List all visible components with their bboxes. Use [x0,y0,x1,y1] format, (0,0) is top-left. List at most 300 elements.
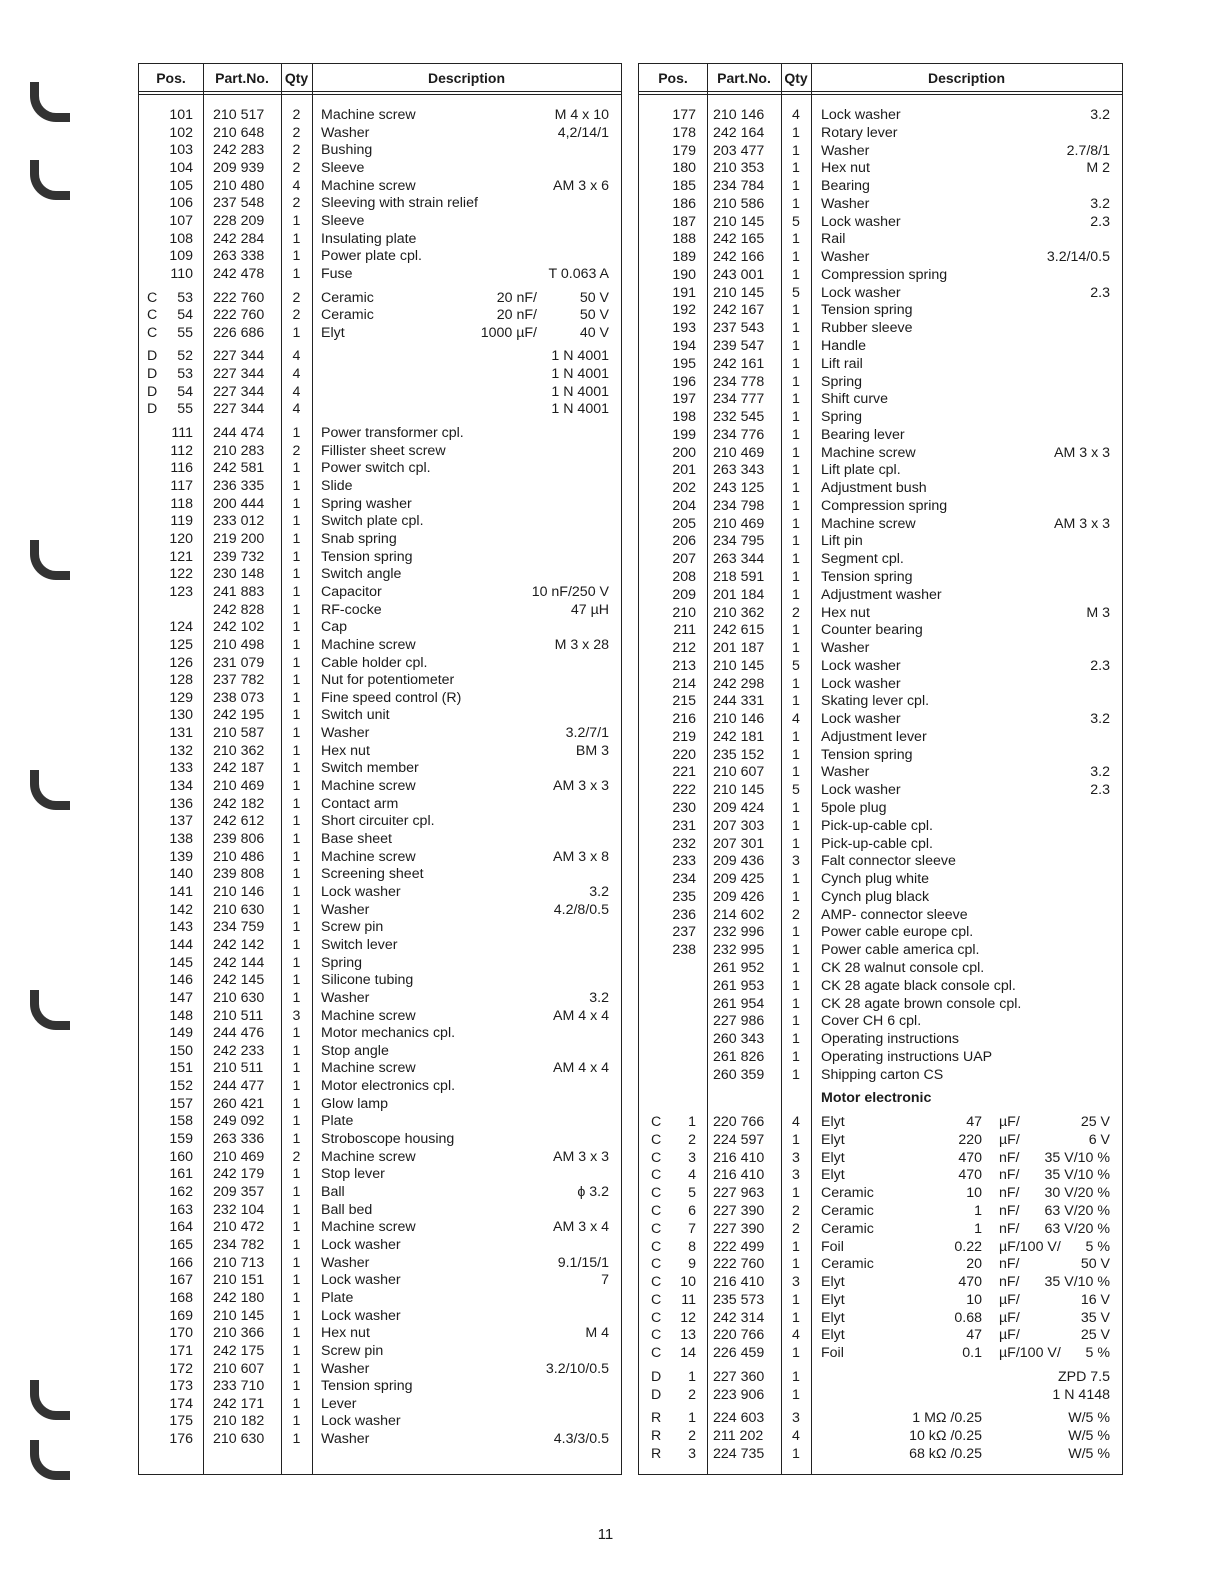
qty-cell: 3 [792,1149,800,1166]
part-no-cell: 244 477 [213,1078,265,1095]
description-cell: Machine screw [321,636,416,653]
table-row [639,1030,1122,1048]
pos-cell: 125 [169,636,193,653]
description-cell: Compression spring [821,497,948,514]
table-row [139,1236,621,1254]
spec-cell: T 0.063 A [548,265,609,282]
part-no-cell: 209 424 [713,800,765,817]
pos-prefix: C [651,1149,662,1166]
part-no-cell: 211 202 [713,1428,764,1445]
spec-cell: 4,2/14/1 [557,124,609,141]
part-no-cell: 209 426 [713,888,765,905]
qty-cell: 1 [792,959,800,976]
part-no-cell: 207 301 [713,835,765,852]
qty-cell: 1 [292,583,301,600]
pos-cell: 53 [177,289,193,306]
table-row [139,918,621,936]
table-row [639,230,1122,248]
description-cell: Lock washer [821,107,901,123]
table-row [139,1218,621,1236]
pos-cell: 212 [672,640,696,657]
qty-cell: 1 [292,654,301,671]
description-cell: Shift curve [821,391,889,408]
qty-cell: 1 [792,1048,800,1065]
part-no-cell: 210 182 [213,1413,265,1430]
description-cell: Cable holder cpl. [321,654,428,671]
part-no-cell: 263 344 [713,551,765,568]
spec-cell: 50 V [1080,1256,1110,1273]
table-row [139,989,621,1007]
spec-cell: 3.2/7/1 [565,725,609,742]
qty-cell: 1 [792,977,800,994]
pos-cell: 169 [169,1307,193,1324]
qty-cell: 1 [792,569,800,586]
pos-cell: 176 [169,1431,193,1448]
qty-cell: 1 [292,848,301,865]
pos-cell: 137 [169,813,193,830]
part-no-cell: 209 357 [213,1184,265,1200]
part-no-cell: 210 511 [213,1060,264,1077]
pos-cell: 134 [169,778,193,795]
pos-prefix: D [147,348,158,365]
pos-cell: 158 [169,1113,193,1130]
part-no-cell: 260 421 [213,1095,265,1112]
description-cell: Elyt [821,1291,845,1308]
part-no-cell: 234 782 [213,1236,265,1253]
description-cell: Washer [321,1360,370,1377]
binder-ring-icon [30,1440,70,1480]
qty-cell: 4 [792,711,800,728]
qty-cell: 1 [792,160,800,177]
spec-cell: 1 N 4001 [551,383,609,400]
pos-cell: 117 [170,478,193,494]
spec-cell: 2.3 [1090,213,1110,230]
unit-cell: µF/ [999,1291,1020,1308]
qty-cell: 1 [792,320,800,337]
qty-cell: 5 [792,782,800,799]
pos-cell: 1 [688,1114,696,1131]
qty-cell: 1 [792,480,800,497]
spec-cell: 2.7/8/1 [1066,142,1110,159]
qty-cell: 2 [292,159,301,176]
description-cell: Plate [321,1289,354,1306]
table-row [639,426,1122,444]
description-cell: Machine screw [321,1060,416,1077]
spec-cell: 47 µH [570,601,609,618]
pos-cell: 237 [672,924,696,941]
value-cell: 68 kΩ /0.25 [909,1445,982,1462]
qty-cell: 1 [792,640,800,657]
table-row [139,124,621,142]
pos-cell: 202 [672,480,696,497]
table-row [139,1324,621,1342]
part-no-cell: 209 939 [213,159,265,176]
table-row [639,408,1122,426]
pos-prefix: C [651,1202,662,1219]
description-cell: Lock washer [321,883,401,900]
description-cell: Screw pin [321,1342,384,1359]
table-row [639,319,1122,337]
part-no-cell: 234 795 [713,533,765,550]
table-row [139,400,621,418]
description-cell: Short circuiter cpl. [321,813,435,830]
table-row [639,195,1122,213]
pos-cell: 104 [169,159,193,176]
part-no-cell: 210 353 [713,160,765,177]
unit-cell: µF/ [999,1309,1020,1326]
pos-prefix: C [651,1185,662,1202]
qty-cell: 1 [292,566,301,583]
table-row [139,459,621,477]
part-no-cell: 227 963 [713,1185,765,1202]
qty-cell: 1 [792,1445,800,1462]
pos-cell: 128 [169,672,193,689]
table-row [639,1238,1122,1256]
pos-cell: 2 [688,1131,696,1148]
pos-cell: 230 [672,800,696,817]
pos-cell: 222 [672,782,696,799]
spec-cell: 25 V [1080,1327,1110,1344]
pos-cell: 174 [169,1395,193,1412]
part-no-cell: 242 581 [213,460,265,477]
description-cell: Machine screw [321,1219,416,1236]
table-row [139,106,621,124]
table-row [139,1183,621,1201]
pos-cell: 123 [169,583,193,600]
qty-cell: 1 [792,728,800,745]
part-no-cell: 263 338 [213,248,265,265]
spec-cell: 40 V [579,324,609,341]
description-cell: Falt connector sleeve [821,853,956,870]
part-no-cell: 239 806 [213,831,265,847]
spec-cell: AM 3 x 6 [553,177,609,194]
pos-prefix: R [651,1445,662,1462]
pos-cell: 55 [177,401,193,418]
table-row [639,1368,1122,1386]
unit-cell: µF/ [999,1114,1020,1131]
description-cell: Cynch plug white [821,871,930,888]
unit-cell: µF/ [999,1131,1020,1148]
part-no-cell: 232 104 [213,1201,265,1218]
part-no-cell: 242 180 [213,1289,265,1306]
pos-prefix: C [651,1274,662,1291]
description-cell: Plate [321,1113,354,1130]
part-no-cell: 234 784 [713,178,765,195]
pos-cell: 164 [169,1219,193,1236]
pos-cell: 161 [169,1166,193,1183]
qty-cell: 1 [292,901,301,918]
qty-cell: 1 [292,883,301,900]
part-no-cell: 210 480 [213,177,265,194]
qty-cell: 1 [292,1025,301,1042]
table-row [639,248,1122,266]
table-row [639,337,1122,355]
value-cell: 20 [966,1256,982,1273]
pos-cell: 3 [688,1445,696,1462]
description-cell: Slide [321,478,353,494]
pos-cell: 215 [672,693,696,710]
qty-cell: 1 [792,995,800,1012]
pos-prefix: C [651,1309,662,1326]
spec-cell: M 4 [585,1325,609,1342]
table-row [639,657,1122,675]
part-no-cell: 260 343 [713,1031,765,1048]
qty-cell: 1 [792,675,800,692]
qty-cell: 2 [292,289,301,306]
spec-cell: AM 3 x 4 [553,1219,609,1236]
part-no-cell: 238 073 [213,689,265,706]
description-cell: Foil [821,1238,844,1255]
qty-cell: 1 [792,231,800,248]
description-cell: Lock washer [821,284,901,301]
table-row [639,763,1122,781]
description-cell: Segment cpl. [821,551,904,568]
unit-cell: nF/ [999,1202,1020,1219]
pos-cell: 201 [672,462,696,479]
description-cell: Elyt [821,1327,845,1344]
pos-cell: 170 [169,1325,193,1342]
pos-cell: 194 [672,338,696,354]
pos-prefix: R [651,1410,662,1427]
qty-cell: 1 [292,212,301,229]
pos-cell: 54 [177,383,193,400]
table-row [139,1254,621,1272]
part-no-cell: 232 996 [713,924,765,941]
pos-cell: 129 [169,689,193,706]
part-no-cell: 243 001 [713,266,765,283]
part-no-cell: 244 476 [213,1025,265,1042]
description-cell: Lock washer [821,711,901,728]
part-no-cell: 242 187 [213,760,265,777]
description-cell: Spring [821,373,863,390]
spec-cell: W/5 % [1068,1410,1110,1427]
description-cell: Power cable europe cpl. [821,924,974,941]
pos-cell: 2 [688,1386,696,1403]
part-no-cell: 232 545 [713,409,765,426]
qty-cell: 1 [292,813,301,830]
parts-table-left [138,63,622,1475]
part-no-cell: 220 766 [713,1327,765,1344]
table-row [139,1148,621,1166]
part-no-cell: 242 161 [713,355,765,372]
pos-cell: 178 [672,124,696,141]
part-no-cell: 210 630 [213,901,265,918]
part-no-cell: 243 125 [713,480,765,497]
description-cell: Switch lever [321,936,398,953]
qty-cell: 1 [292,513,301,530]
table-row [639,1066,1122,1084]
qty-cell: 1 [292,1342,301,1359]
description-cell: Washer [821,142,870,159]
description-cell: 5pole plug [821,800,887,817]
pos-cell: 213 [672,657,696,674]
part-no-cell: 235 573 [713,1291,765,1308]
pos-cell: 150 [169,1042,193,1059]
description-cell: CK 28 agate brown console cpl. [821,995,1022,1012]
pos-cell: 142 [169,901,193,918]
table-row [639,1427,1122,1445]
table-row [139,424,621,442]
pos-cell: 192 [672,302,696,319]
description-cell: Pick-up-cable cpl. [821,835,933,852]
table-row [639,1166,1122,1184]
description-cell: Washer [321,901,370,918]
table-row [139,1130,621,1148]
table-header [639,64,1122,92]
description-cell: Power transformer cpl. [321,425,464,442]
pos-prefix: C [651,1327,662,1344]
qty-cell: 1 [292,601,301,618]
pos-cell: 7 [688,1220,696,1237]
table-row [639,159,1122,177]
table-row [139,724,621,742]
table-row [639,213,1122,231]
table-row [639,692,1122,710]
part-no-cell: 203 477 [713,142,765,159]
pos-cell: 151 [169,1060,193,1077]
pos-prefix: C [147,289,158,306]
qty-cell: 1 [792,391,800,408]
part-no-cell: 232 995 [713,942,765,959]
part-no-cell: 239 732 [213,548,265,565]
spec-cell: 4.3/3/0.5 [553,1431,609,1448]
qty-cell: 1 [792,1291,800,1308]
spec-cell: W/5 % [1068,1428,1110,1445]
pos-cell: 196 [672,373,696,390]
part-no-cell: 242 233 [213,1042,265,1059]
description-cell: Washer [321,989,370,1006]
pos-cell: 1 [688,1368,696,1385]
header-description: Description [927,69,1005,86]
table-row [639,586,1122,604]
spec-cell: 7 [601,1272,609,1289]
table-row [139,1024,621,1042]
table-row [639,1291,1122,1309]
part-no-cell: 235 152 [713,746,765,763]
pos-cell: 8 [688,1238,696,1255]
qty-cell: 1 [792,124,800,141]
qty-cell: 1 [292,1060,301,1077]
qty-cell: 1 [792,746,800,763]
description-cell: Machine screw [821,444,916,461]
table-row [639,550,1122,568]
pos-cell: 52 [177,348,193,365]
table-row [639,266,1122,284]
qty-cell: 1 [792,533,800,550]
qty-cell: 1 [292,230,301,247]
part-no-cell: 242 181 [713,728,765,745]
spec-cell: 9.1/15/1 [557,1254,609,1271]
part-no-cell: 242 195 [213,707,265,724]
pos-cell: 111 [171,425,193,442]
description-cell: Bearing lever [821,426,905,443]
qty-cell: 1 [292,548,301,565]
part-no-cell: 260 359 [713,1066,765,1083]
pos-cell: 206 [672,533,696,550]
part-no-cell: 242 612 [213,813,265,830]
pos-prefix: R [651,1428,662,1445]
part-no-cell: 226 686 [213,324,265,341]
qty-cell: 4 [292,366,301,383]
description-cell: Lock washer [321,1307,401,1324]
pos-cell: 162 [169,1184,193,1200]
description-cell: Elyt [821,1114,845,1131]
pos-cell: 126 [169,654,193,671]
pos-cell: 102 [169,124,193,141]
description-cell: Tension spring [321,1378,413,1395]
qty-cell: 1 [792,1256,800,1273]
qty-cell: 1 [792,942,800,959]
part-no-cell: 242 142 [213,936,265,953]
pos-cell: 214 [672,675,696,692]
description-cell: Rotary lever [821,124,898,141]
section-heading-row [639,1089,1122,1107]
qty-cell: 1 [792,764,800,781]
qty-cell: 2 [292,307,301,324]
part-no-cell: 210 146 [213,883,265,900]
description-cell: Shipping carton CS [821,1066,944,1083]
part-no-cell: 210 607 [213,1360,265,1377]
qty-cell: 1 [292,1325,301,1342]
qty-cell: 2 [292,442,301,459]
part-no-cell: 242 145 [213,972,265,989]
spec-cell: 3.2 [589,989,609,1006]
description-cell: Handle [821,338,866,354]
description-cell: Stop lever [321,1166,385,1183]
pos-cell: 195 [672,355,696,372]
spec-cell: AM 3 x 3 [1054,444,1110,461]
description-cell: Ceramic [821,1256,874,1273]
part-no-cell: 222 760 [213,307,265,324]
pos-prefix: C [651,1114,662,1131]
description-cell: Washer [321,124,370,141]
pos-cell: 119 [170,513,193,530]
pos-cell: 163 [169,1201,193,1218]
description-cell: Elyt [821,1309,845,1326]
pos-cell: 9 [688,1256,696,1273]
part-no-cell: 242 615 [713,622,765,639]
description-cell: Tension spring [821,746,913,763]
part-no-cell: 210 486 [213,848,265,865]
qty-cell: 1 [792,249,800,266]
binder-ring-icon [30,1380,70,1420]
table-row [639,923,1122,941]
qty-cell: 1 [292,972,301,989]
description-cell: Switch member [321,760,419,777]
description-cell: Lock washer [821,675,901,692]
qty-cell: 1 [792,871,800,888]
description-cell: CK 28 walnut console cpl. [821,959,985,976]
table-row [639,479,1122,497]
pos-cell: 236 [672,906,696,923]
qty-cell: 1 [292,478,301,494]
part-no-cell: 242 298 [713,675,765,692]
part-no-cell: 242 144 [213,954,265,971]
description-cell: Motor electronics cpl. [321,1078,456,1095]
qty-cell: 1 [292,1184,301,1200]
table-row [639,799,1122,817]
pos-prefix: D [147,366,158,383]
part-no-cell: 261 826 [713,1048,765,1065]
pos-prefix: D [651,1386,662,1403]
qty-cell: 1 [292,1042,301,1059]
part-no-cell: 263 343 [713,462,765,479]
part-no-cell: 228 209 [213,212,265,229]
qty-cell: 1 [792,1345,800,1362]
pos-cell: 180 [672,160,696,177]
qty-cell: 1 [792,178,800,195]
description-cell: Lock washer [821,657,901,674]
